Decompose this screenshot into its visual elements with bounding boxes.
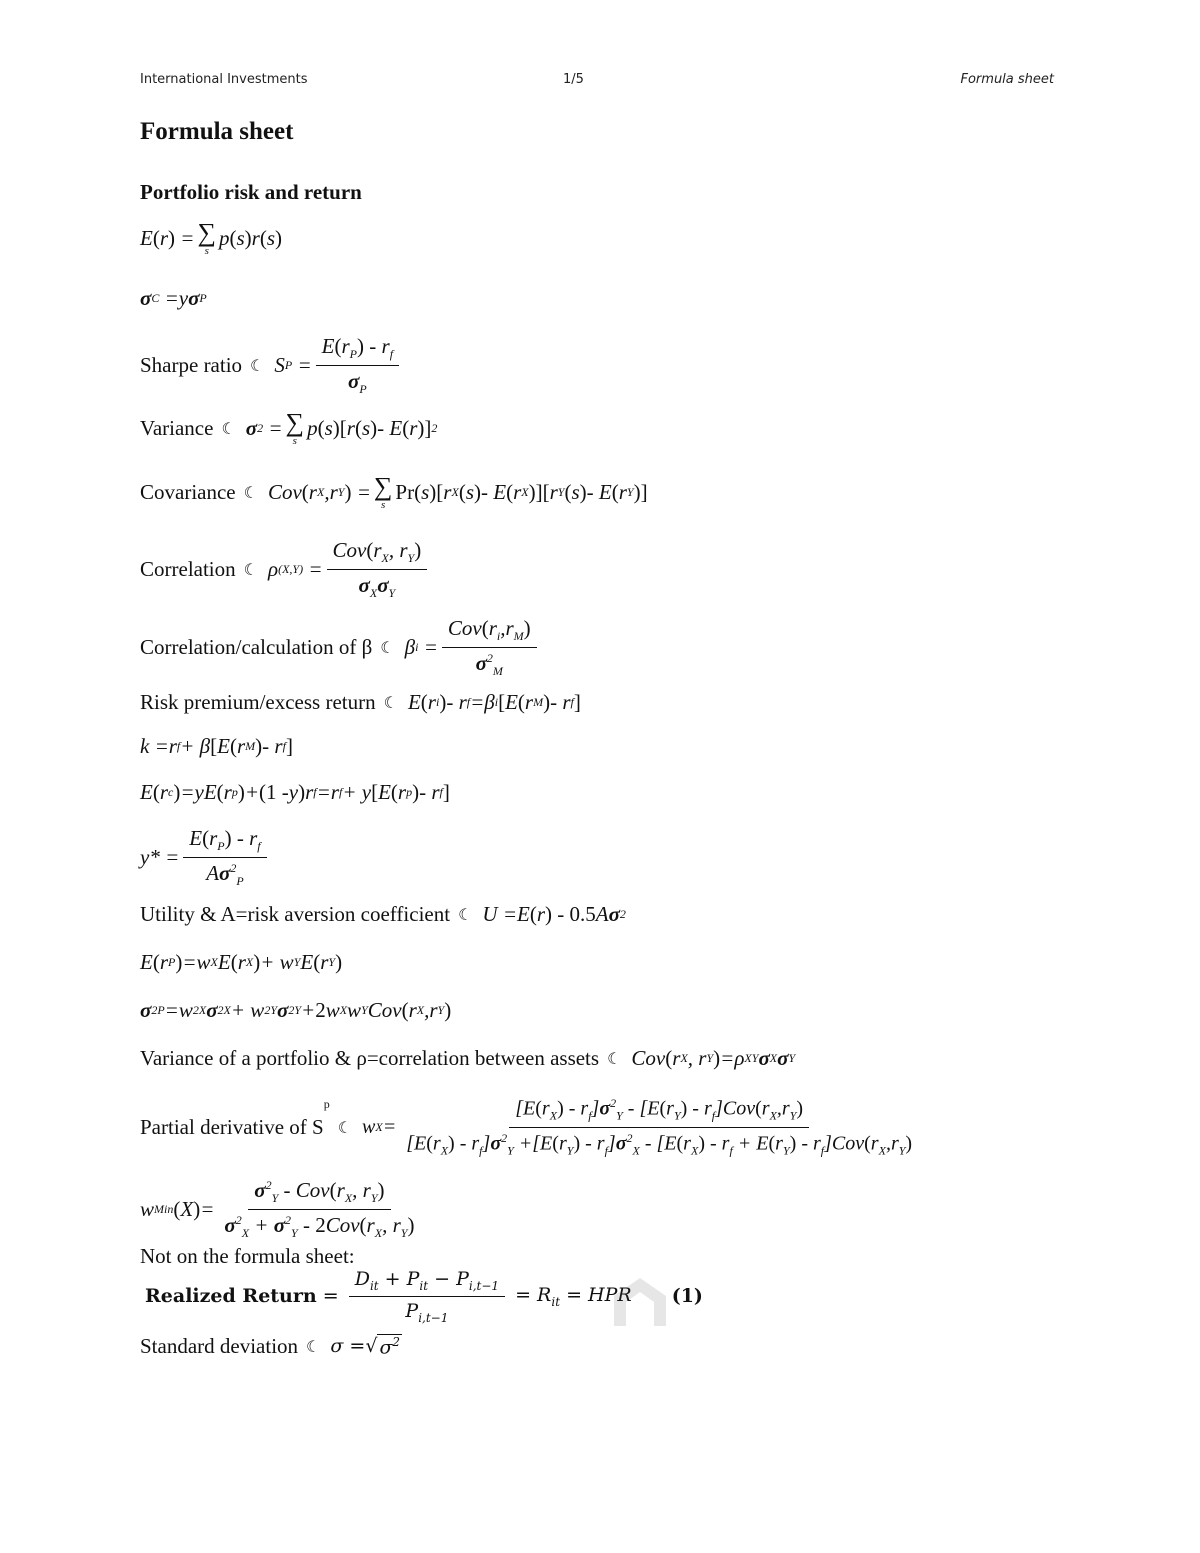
formula-covariance-correlation: Variance of a portfolio & ρ=correlation between assets ☾ Cov ( r X , r Y ) =ρ XY σ X σ Y	[140, 1046, 796, 1070]
arrow-icon: ☾	[458, 905, 473, 924]
formula-covariance: Covariance ☾ Cov ( r X ,r Y ) = ∑ s Pr( s )[ r X ( s ) - E ( r X )][ r Y ( s ) - E ( r Y )]	[140, 472, 648, 511]
note-not-on-sheet: Not on the formula sheet:	[140, 1244, 355, 1268]
formula-expected-return: E ( r ) = ∑ s p ( s ) r ( s )	[140, 218, 283, 257]
arrow-icon: ☾	[383, 693, 398, 712]
label-std: Standard deviation	[140, 1334, 299, 1358]
label-variance: Variance	[140, 416, 214, 440]
header-page-number: 1/5	[563, 72, 584, 87]
label-realized: Realized Return	[145, 1285, 317, 1308]
section-heading: Portfolio risk and return	[140, 180, 362, 204]
formula-standard-deviation: Standard deviation ☾ σ = √ $\sigma^2$	[140, 1334, 401, 1359]
arrow-icon: ☾	[380, 638, 395, 658]
label-correlation: Correlation	[140, 557, 236, 582]
formula-complete-portfolio-return: E ( r c ) =yE ( r p ) + (1 - y ) r f =r f + y [ E ( r p ) - r f ]	[140, 780, 450, 804]
formula-correlation: Correlation ☾ ρ (X,Y) = $\frac{Cov(r_X, r_Y)}{\sigma_X\sigma_Y}$	[140, 538, 431, 601]
label-partial-superscript: p	[323, 1096, 330, 1111]
watermark-logo-icon	[610, 1272, 668, 1326]
header-doc-title: Formula sheet	[960, 72, 1054, 87]
formula-two-asset-variance: σ 2 P =w 2 X σ 2 X + w 2 Y σ 2 Y + 2 w X w Y Cov ( r X ,r Y )	[140, 998, 452, 1022]
arrow-icon: ☾	[337, 1117, 353, 1137]
formula-beta: Correlation/calculation of β ☾ β i = $\frac{Cov(r_i,r_M)}{\sigma^2_M}$	[140, 616, 541, 679]
label-utility: Utility & A=risk aversion coefficient	[140, 902, 451, 926]
label-covariance: Covariance	[140, 480, 236, 504]
formula-required-return: k =r f + β [ E ( r M ) - r f ]	[140, 734, 293, 758]
formula-risk-premium: Risk premium/excess return ☾ E ( r i ) - r f =β i [ E ( r M ) - r f ]	[140, 690, 581, 714]
formula-complete-portfolio-sd: σ C =y σ P	[140, 286, 207, 310]
label-beta: Correlation/calculation of β	[140, 635, 373, 660]
label-risk-premium: Risk premium/excess return	[140, 690, 376, 714]
arrow-icon: ☾	[221, 419, 236, 438]
label-variance-portfolio: Variance of a portfolio & ρ=correlation between assets	[140, 1046, 600, 1070]
equation-number: (1)	[671, 1285, 703, 1308]
header-course: International Investments	[140, 72, 308, 87]
formula-utility: Utility & A=risk aversion coefficient ☾ U =E ( r ) - 0.5 A σ 2	[140, 902, 626, 926]
formula-sharpe-ratio: Sharpe ratio ☾ S P = $\frac{E(r_P) - r_f}{\sigma_P}$	[140, 334, 403, 397]
formula-realized-return: Realized Return = $\frac{D_{it} + P_{it} - P_{i,t-1}}{P_{i,t-1}}$ = $R_{it}$ = HPR (1)	[145, 1268, 703, 1325]
formula-optimal-allocation: y* = $\frac{E(r_P) - r_f}{A\sigma^2_P}$	[140, 826, 271, 889]
formula-variance: Variance ☾ σ 2 = ∑ s p ( s )[ r ( s ) - E ( r )] 2	[140, 408, 438, 447]
formula-optimal-weight: Partial derivative of $S^p$ ☾ w X = $[E(r_X) - r_f]\sigma^2_Y - [E(r_Y) - r_f]Cov(r_X,r_Y)$ $[E(r_X) - r_f]\sigma^2_Y +[E(r_Y) - r_f]\sigma^2_X - [E(r_X) - r_f + E(r_Y) - r_f]Cov(r_X,r_Y)$	[140, 1096, 913, 1158]
arrow-icon: ☾	[250, 356, 265, 376]
arrow-icon: ☾	[243, 483, 258, 502]
page-title: Formula sheet	[140, 118, 294, 145]
arrow-icon: ☾	[607, 1049, 622, 1068]
arrow-icon: ☾	[243, 560, 258, 580]
label-partial: Partial derivative of $S^p$	[140, 1096, 330, 1139]
arrow-icon: ☾	[306, 1337, 321, 1356]
formula-min-variance-weight: w Min ( X ) = $\frac{\sigma^2_Y - Cov(r_X, r_Y)}{\sigma^2_X + \sigma^2_Y - 2Cov(r_X, r_Y)}$	[140, 1178, 415, 1241]
formula-two-asset-return: E ( r P ) =w X E ( r X ) + w Y E ( r Y )	[140, 950, 343, 974]
label-sharpe: Sharpe ratio	[140, 353, 243, 378]
